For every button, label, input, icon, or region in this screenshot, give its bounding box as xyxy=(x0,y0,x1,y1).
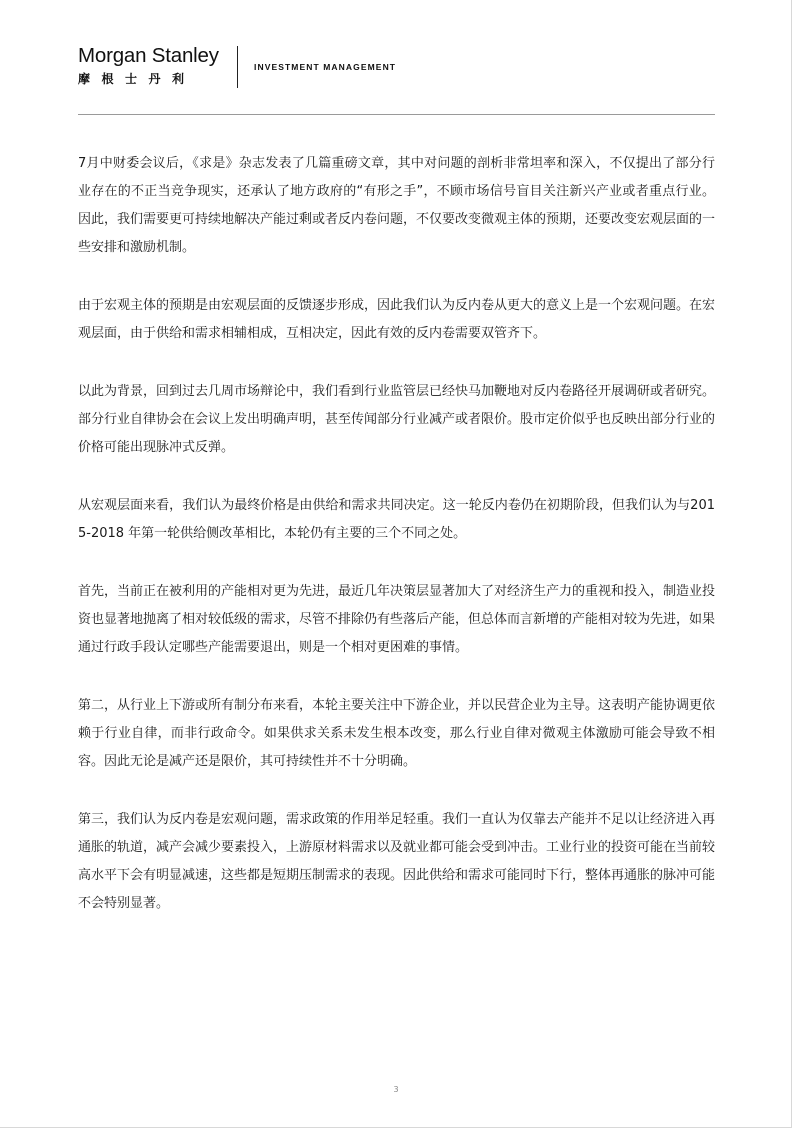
header-divider xyxy=(237,46,238,88)
paragraph-6: 第二，从行业上下游或所有制分布来看，本轮主要关注中下游企业，并以民营企业为主导。这表明产能协调更依赖于行业自律，而非行政命令。如果供求关系未发生根本改变，那么行业自律对微观主体激励可能会导致不相容。因此无论是减产还是限价，其可持续性并不十分明确。 xyxy=(78,698,716,769)
paragraph-7: 第三，我们认为反内卷是宏观问题，需求政策的作用举足轻重。我们一直认为仅靠去产能并不足以让经济进入再通胀的轨道，减产会减少要素投入，上游原材料需求以及就业都可能会受到冲击。工业行业的投资可能在当前较高水平下会有明显减速，这些都是短期压制需求的表现。因此供给和需求可能同时下行，整体再通胀的脉冲可能不会特别显著。 xyxy=(78,812,716,911)
paragraph-1: 7月中财委会议后，《求是》杂志发表了几篇重磅文章，其中对问题的剖析非常坦率和深入，不仅提出了部分行业存在的不正当竞争现实，还承认了地方政府的“有形之手”，不顾市场信号盲目关注新兴产业或者重点行业。因此，我们需要更可持续地解决产能过剩或者反内卷问题，不仅要改变微观主体的预期，还要改变宏观层面的一些安排和激励机制。 xyxy=(78,156,716,255)
division-label: INVESTMENT MANAGEMENT xyxy=(254,62,397,72)
page-number: 3 xyxy=(393,1085,399,1094)
paragraph-2: 由于宏观主体的预期是由宏观层面的反馈逐步形成，因此我们认为反内卷从更大的意义上是一个宏观问题。在宏观层面，由于供给和需求相辅相成，互相决定，因此有效的反内卷需要双管齐下。 xyxy=(78,298,716,341)
brand-name-chinese: 摩根士丹利 xyxy=(78,72,196,86)
brand-logo xyxy=(78,44,238,87)
paragraph-4: 从宏观层面来看，我们认为最终价格是由供给和需求共同决定。这一轮反内卷仍在初期阶段，但我们认为与2015-2018 年第一轮供给侧改革相比，本轮仍有主要的三个不同之处。 xyxy=(78,498,715,541)
brand-name: Morgan Stanley xyxy=(78,44,219,67)
body-text xyxy=(78,150,715,948)
paragraph-5: 首先，当前正在被利用的产能相对更为先进，最近几年决策层显著加大了对经济生产力的重视和投入，制造业投资也显著地抛离了相对较低级的需求，尽管不排除仍有些落后产能，但总体而言新增的产能相对较为先进，如果通过行政手段认定哪些产能需要退出，则是一个相对更困难的事情。 xyxy=(78,584,716,655)
header-rule xyxy=(78,114,715,115)
paragraph-3: 以此为背景，回到过去几周市场辩论中，我们看到行业监管层已经快马加鞭地对反内卷路径开展调研或者研究。部分行业自律协会在会议上发出明确声明，甚至传闻部分行业减产或者限价。股市定价似乎也反映出部分行业的价格可能出现脉冲式反弹。 xyxy=(78,384,716,455)
